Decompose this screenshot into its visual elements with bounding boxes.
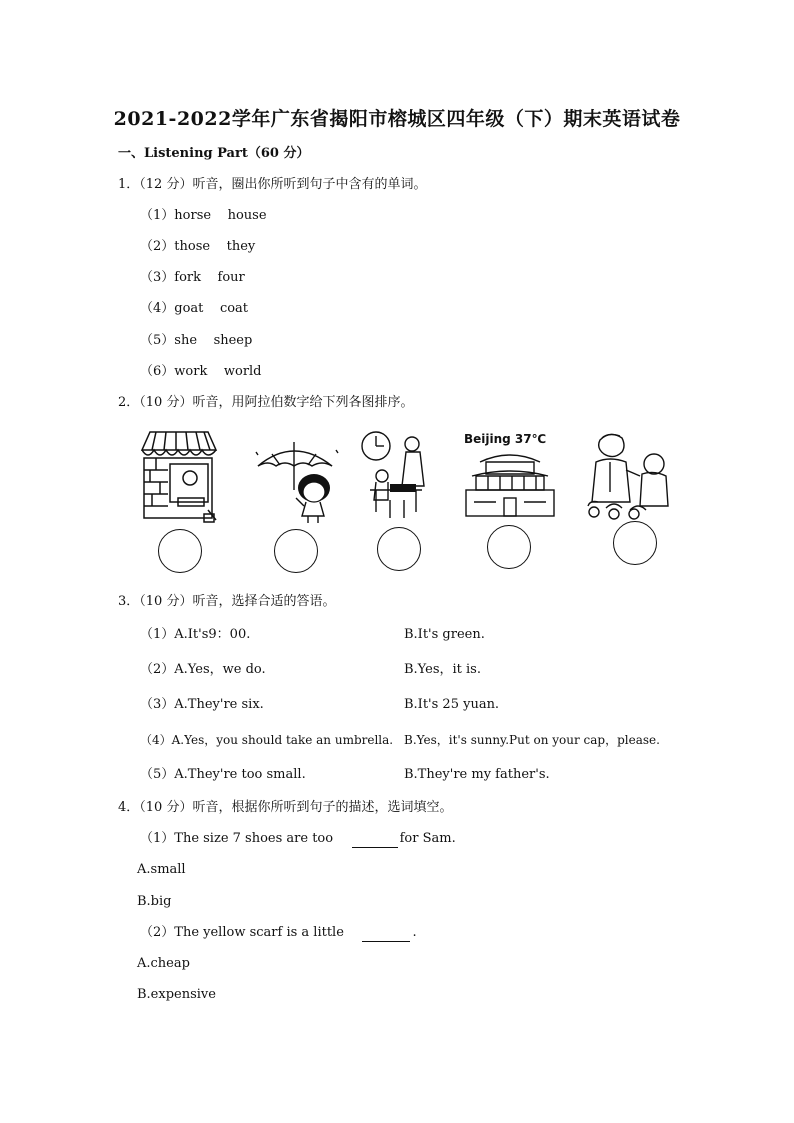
q3-item-3-a: （3）A.They're six. [140, 697, 264, 712]
q3-item-5-a: （5）A.They're too small. [140, 767, 306, 782]
q2-stem: 2．（10 分）听音，用阿拉伯数字给下列各图排序。 [118, 395, 414, 410]
q3-item-3-b: B.It's 25 yuan. [404, 697, 500, 712]
q3-stem: 3．（10 分）听音，选择合适的答语。 [118, 594, 336, 609]
q3-item-1-b: B.It's green. [404, 627, 485, 642]
q1-item-2: （2）those they [140, 239, 256, 254]
q4-option-2a[interactable]: A.cheap [137, 956, 190, 971]
answer-circle-4[interactable] [487, 525, 531, 569]
q3-item-5-b: B.They're my father's. [404, 767, 550, 782]
shop-image [138, 428, 220, 524]
umbrella-girl-image [254, 440, 340, 524]
beijing-weather-image [462, 448, 558, 520]
answer-circle-5[interactable] [613, 521, 657, 565]
q1-item-4: （4）goat coat [140, 301, 249, 316]
section-heading-listening: 一、Listening Part（60 分） [118, 146, 310, 161]
answer-circle-1[interactable] [158, 529, 202, 573]
doctor-child-image [580, 430, 672, 520]
answer-circle-3[interactable] [377, 527, 421, 571]
q3-item-2-b: B.Yes，it is. [404, 662, 481, 677]
q3-item-1-a: （1）A.It's9：00. [140, 627, 251, 642]
answer-circle-2[interactable] [274, 529, 318, 573]
q1-item-3: （3）fork four [140, 270, 245, 285]
q4-option-1b[interactable]: B.big [137, 894, 172, 909]
q1-item-5: （5）she sheep [140, 333, 253, 348]
q3-item-4-b: B.Yes，it's sunny.Put on your cap，please. [404, 733, 660, 747]
q4-stem: 4．（10 分）听音，根据你所听到句子的描述，选词填空。 [118, 800, 453, 815]
q1-item-6: （6）work world [140, 364, 262, 379]
q1-item-1: （1）horse house [140, 208, 267, 223]
q4-blank-1[interactable] [352, 847, 398, 848]
beijing-temperature-label: Beijing 37℃ [464, 432, 547, 446]
q1-stem: 1．（12 分）听音，圈出你所听到句子中含有的单词。 [118, 177, 427, 192]
clock-table-image [360, 428, 434, 520]
q4-blank-2[interactable] [362, 941, 410, 942]
q4-option-1a[interactable]: A.small [137, 862, 186, 877]
q3-item-2-a: （2）A.Yes，we do. [140, 662, 266, 677]
q4-option-2b[interactable]: B.expensive [137, 987, 216, 1002]
q3-item-4-a: （4）A.Yes，you should take an umbrella. [140, 733, 394, 747]
q4-sentence-1: （1）The size 7 shoes are too for Sam. [140, 831, 456, 846]
q4-sentence-2: （2）The yellow scarf is a little . [140, 925, 417, 940]
page-title: 2021-2022学年广东省揭阳市榕城区四年级（下）期末英语试卷 [113, 108, 681, 130]
